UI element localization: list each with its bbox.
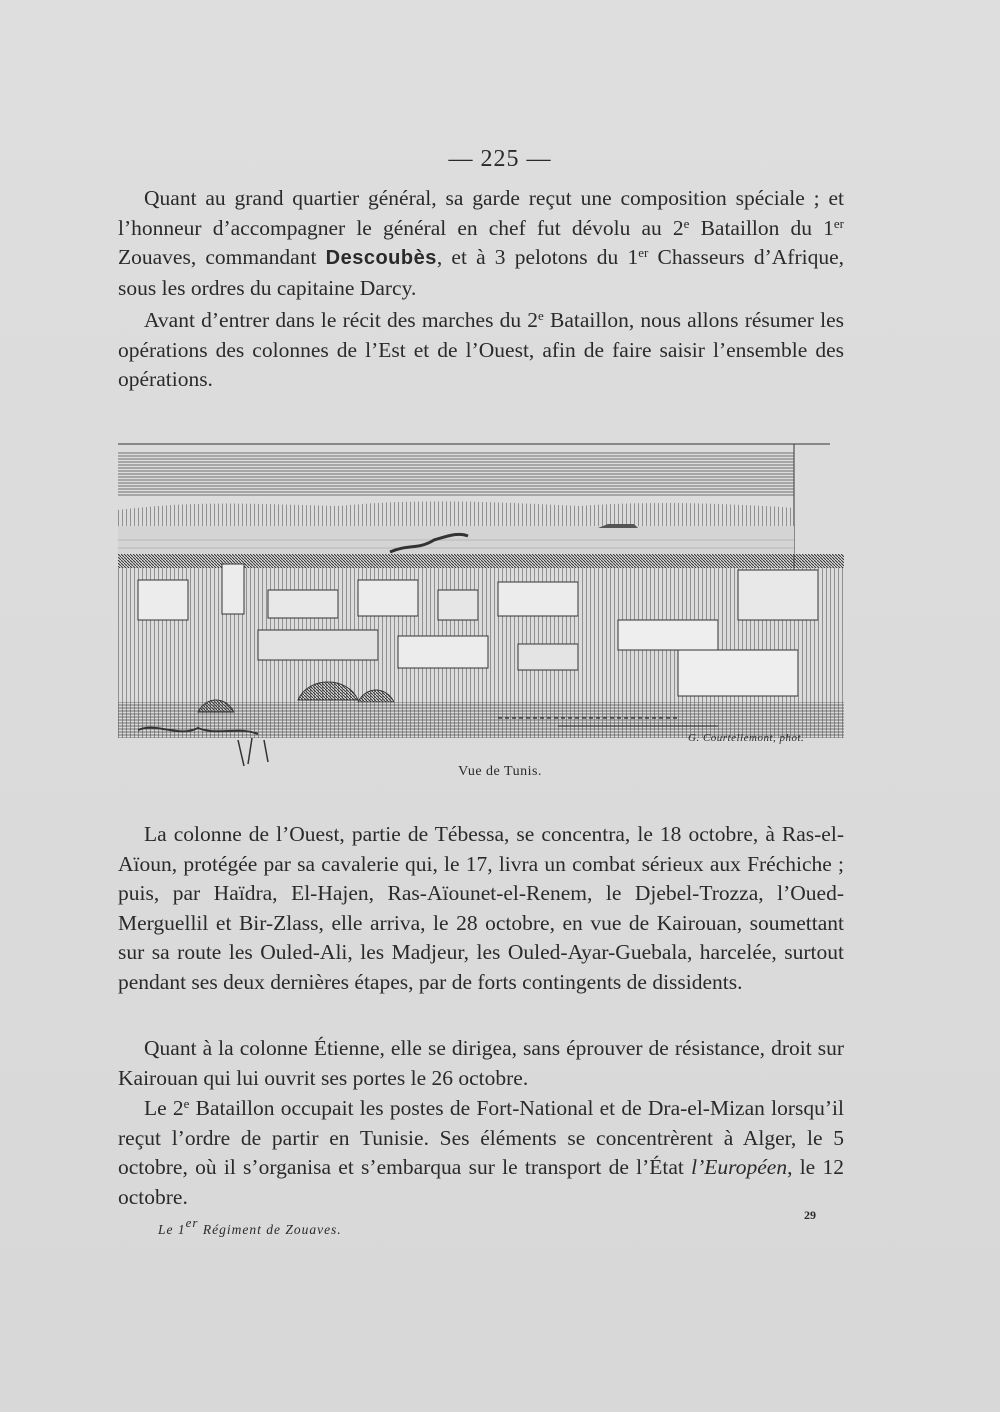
para2-text-a: Avant d’entrer dans le récit des marches du 2 (144, 308, 539, 332)
photo-credit: G. Courtellemont, phot. (688, 732, 805, 744)
footer-text-a: Le 1 (158, 1222, 186, 1237)
para1-sup-d: er (638, 245, 649, 260)
para5-sup-a: e (183, 1096, 190, 1111)
para1-text-a: Quant au grand quartier général, sa garde reçut une composition spéciale ; et l’honneur d’accompagner le général en chef fut dévolu au 2 (118, 186, 844, 240)
engraving-view-of-tunis (118, 440, 844, 770)
paragraph-5 (118, 1094, 844, 1212)
para1-text-c: Zouaves, commandant (118, 245, 326, 269)
para1-text-b: Bataillon du 1 (689, 215, 834, 240)
para5-text-c: , le 12 octobre. (118, 1155, 844, 1209)
signature-mark: 29 (804, 1208, 816, 1222)
figure-caption: Vue de Tunis. (458, 764, 542, 779)
ship-name: l’Européen (691, 1155, 788, 1179)
para4-text: Quant à la colonne Étienne, elle se dirigea, sans éprouver de résistance, droit sur Kairouan qui lui ouvrit ses portes le 26 octobre. (118, 1036, 844, 1090)
para1-sup-a: e (683, 215, 690, 231)
paragraph-4 (118, 1034, 844, 1093)
paragraph-2 (118, 306, 844, 395)
para5-text-b: Bataillon occupait les postes de Fort-National et de Dra-el-Mizan lorsqu’il reçut l’ordre de partir en Tunisie. Ses éléments se concentrèrent à Alger, le 5 octobre, où il s’organisa et s’embarqua sur le transport de l’État (118, 1096, 844, 1179)
para5-text-a: Le 2 (144, 1096, 184, 1120)
running-footer (158, 1215, 342, 1238)
para1-text-e: Chasseurs d’Afrique, sous les ordres du capitaine Darcy. (118, 245, 844, 300)
para2-text-b: Bataillon, nous allons résumer les opérations des colonnes de l’Est et de l’Ouest, afin de faire saisir l’ensemble des opérations. (118, 308, 845, 391)
footer-sup: er (185, 1215, 199, 1230)
page-number: — 225 — (448, 146, 552, 172)
para2-sup-a: e (538, 308, 544, 323)
footer-text-b: Régiment de Zouaves. (198, 1222, 342, 1237)
para3-text: La colonne de l’Ouest, partie de Tébessa, se concentra, le 18 octobre, à Ras-el-Aïoun, protégée par sa cavalerie qui, le 17, livra un combat sérieux aux Fréchiche ; puis, par Haïdra, El-Hajen, Ras-Aïounet-el-Renem, le Djebel-Trozza, l’Oued-Merguellil et Bir-Zlass, elle arriva, le 28 octobre, en vue de Kairouan, soumettant sur sa route les Ouled-Ali, les Madjeur, les Ouled-Ayar-Guebala, harcelée, surtout pendant ses deux dernières étapes, par de forts contingents de dissidents. (118, 822, 844, 994)
paragraph-1 (118, 184, 844, 303)
para1-sup-b: er (833, 215, 844, 231)
para1-text-d: , et à 3 pelotons du 1 (436, 245, 639, 269)
paragraph-3 (118, 820, 844, 997)
commander-name: Descoubès (325, 247, 437, 269)
